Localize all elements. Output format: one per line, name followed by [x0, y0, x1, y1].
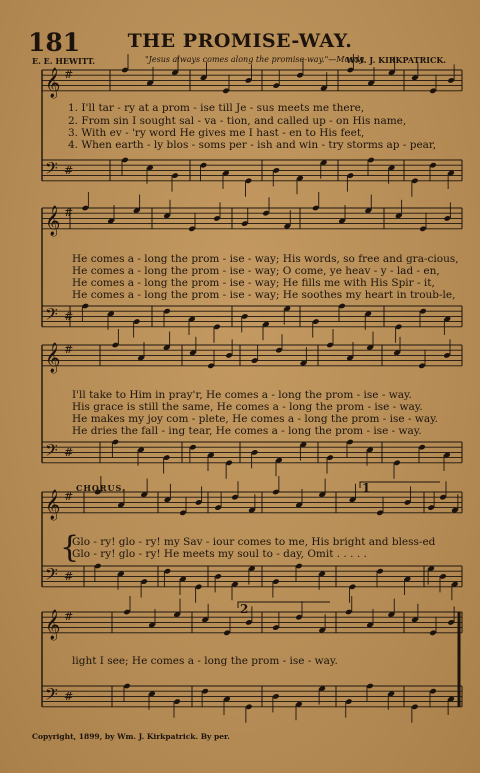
verse-line: He comes a - long the prom - ise - way; O come, ye heav - y - lad - en,	[72, 265, 440, 277]
verse-line: 1. I'll tar - ry at a prom - ise till Je - sus meets me there,	[68, 102, 365, 114]
copyright-notice: Copyright, 1899, by Wm. J. Kirkpatrick. By per.	[32, 732, 230, 741]
chorus-line: Glo - ry! glo - ry! He meets my soul to - day, Omit . . . . .	[72, 548, 367, 560]
key-sharp: #	[64, 164, 74, 177]
key-sharp: #	[64, 570, 74, 583]
bass-clef: 𝄢	[45, 440, 58, 464]
bass-clef: 𝄢	[45, 564, 58, 588]
treble-clef: 𝄞	[45, 610, 61, 640]
verse-line: He comes a - long the prom - ise - way; He fills me with His Spir - it,	[72, 277, 435, 289]
verse-line: He dries the fall - ing tear, He comes a - long the prom - ise - way.	[72, 425, 422, 437]
verse-line: 3. With ev - 'ry word He gives me I hast - en to His feet,	[68, 127, 365, 139]
chorus-label: CHORUS.	[76, 483, 126, 493]
key-sharp: #	[64, 490, 74, 503]
bass-clef: 𝄢	[45, 158, 58, 182]
key-sharp: #	[64, 610, 74, 623]
verse-line: He makes my joy com - plete, He comes a - long the prom - ise - way.	[72, 413, 438, 425]
chorus-line: Glo - ry! glo - ry! my Sav - iour comes to me, His bright and bless-ed	[72, 536, 436, 548]
author-credit: E. E. HEWITT.	[32, 56, 96, 66]
key-sharp: #	[64, 310, 74, 323]
key-sharp: #	[64, 68, 74, 81]
bass-clef: 𝄢	[45, 304, 58, 328]
first-ending-number: 1	[362, 481, 371, 495]
treble-clef: 𝄞	[45, 68, 61, 98]
volta-bracket	[360, 482, 440, 488]
chorus-ending-line: light I see; He comes a - long the prom - ise - way.	[72, 655, 338, 667]
composer-credit: WM. J. KIRKPATRICK.	[346, 55, 447, 65]
key-sharp: #	[64, 343, 74, 356]
bass-clef: 𝄢	[45, 684, 58, 708]
hymn-number: 181	[28, 28, 81, 57]
verse-line: 4. When earth - ly blos - soms per - ish and win - try storms ap - pear,	[68, 139, 437, 151]
key-sharp: #	[64, 206, 74, 219]
treble-clef: 𝄞	[45, 490, 61, 520]
chorus-brace: {	[60, 530, 80, 565]
verse-line: 2. From sin I sought sal - va - tion, and called up - on His name,	[68, 115, 407, 127]
treble-clef: 𝄞	[45, 206, 61, 236]
treble-clef: 𝄞	[45, 343, 61, 373]
epigraph-quote: "Jesus always comes along the promise-way."—Moody.	[145, 55, 366, 64]
verse-line: He comes a - long the prom - ise - way; His words, so free and gra-cious,	[72, 253, 459, 265]
verse-line: I'll take to Him in pray'r, He comes a - long the prom - ise - way.	[72, 389, 412, 401]
key-sharp: #	[64, 446, 74, 459]
verse-line: His grace is still the same, He comes a - long the prom - ise - way.	[72, 401, 423, 413]
second-ending-number: 2	[240, 602, 249, 616]
verse-line: He comes a - long the prom - ise - way; He soothes my heart in troub-le,	[72, 289, 456, 301]
key-sharp: #	[64, 690, 74, 703]
hymn-title: THE PROMISE-WAY.	[127, 30, 353, 52]
